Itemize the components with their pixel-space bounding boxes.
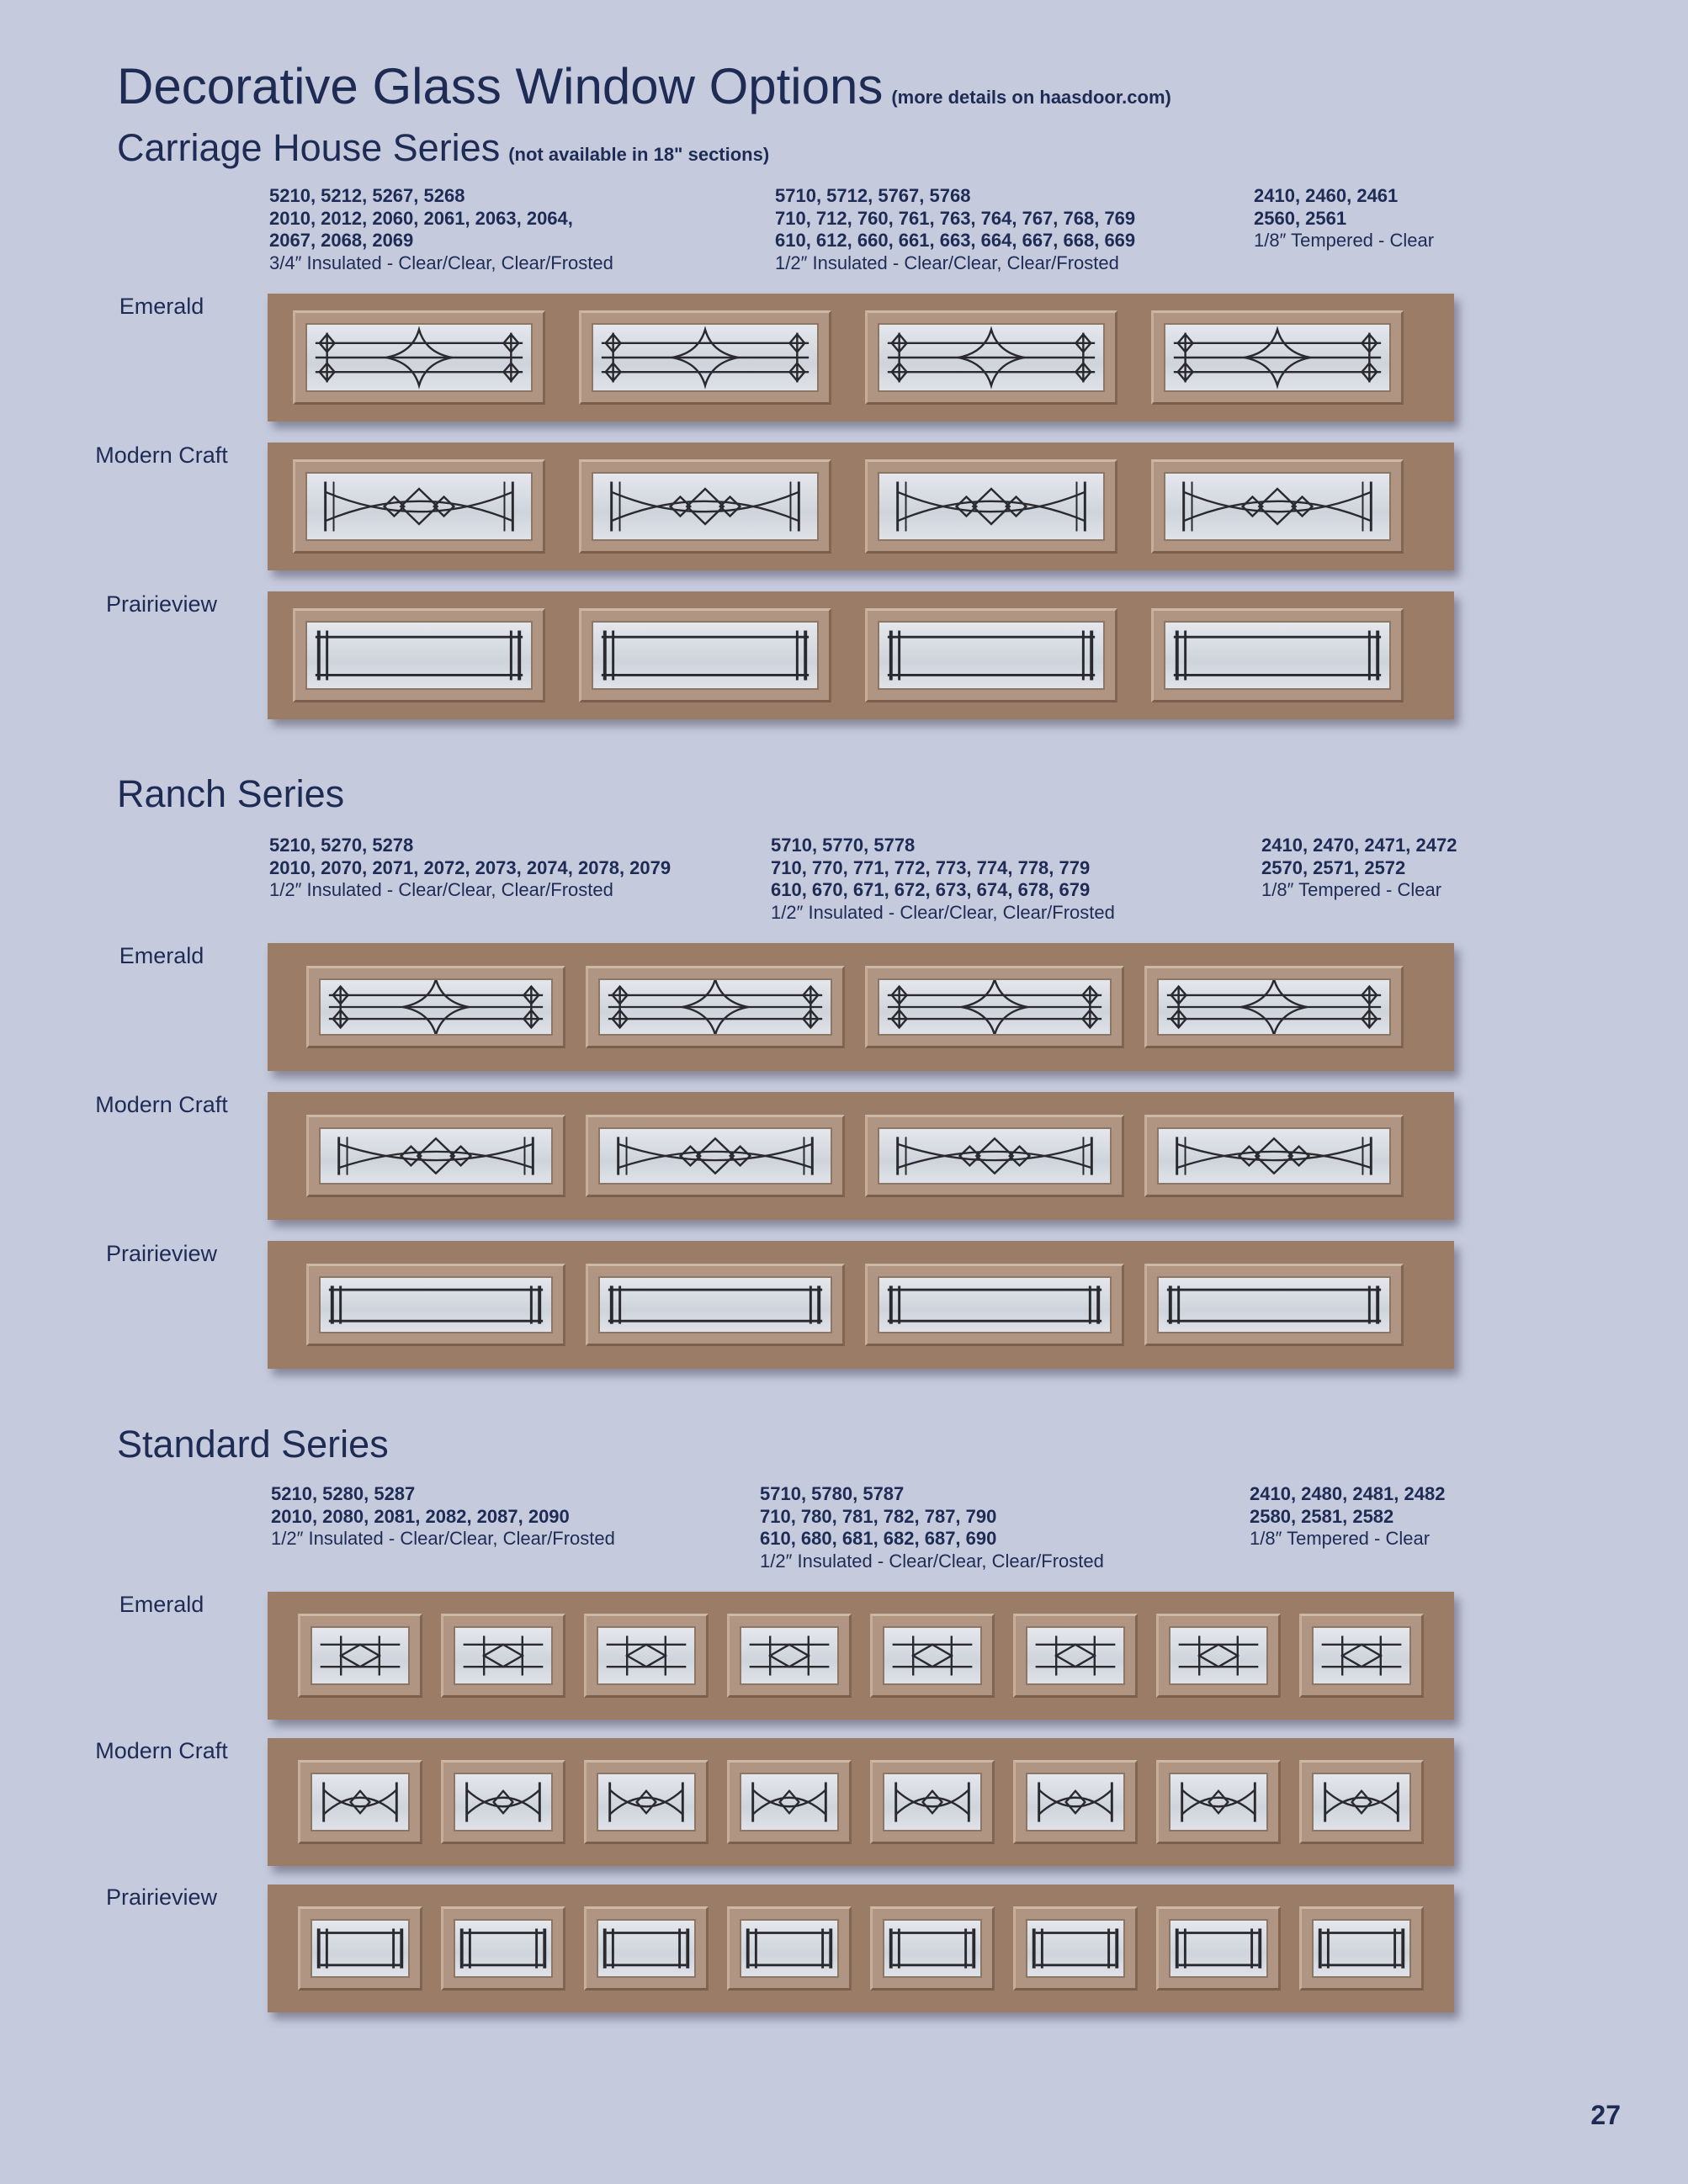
window-glass [878,621,1105,690]
window-glass [1026,1626,1125,1685]
moderncraft-grille-pattern [1170,1774,1266,1830]
window-glass [319,978,553,1036]
window-glass [454,1773,553,1831]
moderncraft-grille-pattern [598,1774,694,1830]
model-numbers: 5710, 5780, 5787 [760,1483,905,1504]
window-frame [584,1614,709,1698]
window-glass [597,1626,696,1685]
emerald-grille-pattern [879,980,1110,1034]
window-frame [306,1115,565,1197]
window-frame [1299,1906,1424,1991]
window-frame [1151,459,1404,554]
prairieview-grille-pattern [1165,623,1389,688]
window-glass [1169,1773,1268,1831]
moderncraft-grille-pattern [879,1129,1110,1183]
window-frame [441,1614,565,1698]
window-glass [1164,323,1391,392]
window-frame [1144,966,1404,1048]
moderncraft-grille-pattern [307,474,531,539]
window-glass [592,472,819,541]
window-frame [870,1614,995,1698]
window-frame [306,1264,565,1346]
emerald-grille-pattern [1314,1628,1409,1683]
window-frame [1156,1760,1281,1844]
door-panel-emerald [268,294,1454,421]
glass-spec: 1/8″ Tempered - Clear [1250,1528,1431,1549]
model-number-column [1261,835,1457,902]
model-number-column [760,1483,1104,1572]
window-frame [586,1264,845,1346]
window-frame [579,459,831,554]
window-style-label: Prairieview [105,591,218,617]
window-glass [878,472,1105,541]
prairieview-grille-pattern [879,623,1103,688]
model-number-column [1254,185,1434,252]
model-number-column [1250,1483,1445,1551]
window-frame [1156,1906,1281,1991]
prairieview-grille-pattern [1159,1278,1389,1332]
window-glass [592,621,819,690]
emerald-grille-pattern [598,1628,694,1683]
prairieview-grille-pattern [307,623,531,688]
window-frame [293,459,545,554]
window-glass [878,1276,1112,1333]
model-numbers: 2570, 2571, 2572 [1261,856,1406,878]
moderncraft-grille-pattern [884,1774,980,1830]
model-number-column [771,835,1115,924]
window-frame [441,1760,565,1844]
emerald-grille-pattern [1170,1628,1266,1683]
window-frame [306,966,565,1048]
prairieview-grille-pattern [598,1921,694,1976]
moderncraft-grille-pattern [455,1774,551,1830]
window-glass [1026,1773,1125,1831]
emerald-grille-pattern [879,325,1103,390]
model-numbers: 2010, 2080, 2081, 2082, 2087, 2090 [271,1505,570,1527]
glass-spec: 1/2″ Insulated - Clear/Clear, Clear/Frosted [771,901,1115,923]
model-numbers: 610, 612, 660, 661, 663, 664, 667, 668, 669 [775,230,1136,251]
model-numbers: 5210, 5270, 5278 [269,835,414,856]
glass-spec: 1/8″ Tempered - Clear [1254,230,1435,251]
window-glass [305,323,533,392]
window-frame [1013,1614,1138,1698]
page-title-text: Decorative Glass Window Options [117,58,884,114]
window-glass [592,323,819,392]
window-glass [1312,1919,1411,1978]
prairieview-grille-pattern [884,1921,980,1976]
model-numbers: 2410, 2480, 2481, 2482 [1250,1483,1446,1504]
prairieview-grille-pattern [455,1921,551,1976]
window-frame [865,966,1124,1048]
window-glass [883,1773,982,1831]
window-frame [865,310,1117,405]
window-style-label: Prairieview [105,1241,218,1266]
window-glass [1169,1626,1268,1685]
window-frame [865,608,1117,702]
window-glass [598,1276,832,1333]
emerald-grille-pattern [593,325,817,390]
model-numbers: 5210, 5212, 5267, 5268 [269,185,465,206]
emerald-grille-pattern [307,325,531,390]
window-glass [1164,621,1391,690]
window-style-label: Prairieview [105,1884,218,1910]
window-frame [298,1614,422,1698]
window-frame [293,608,545,702]
model-numbers: 2410, 2460, 2461 [1254,185,1399,206]
window-glass [311,1626,410,1685]
emerald-grille-pattern [741,1628,837,1683]
emerald-grille-pattern [1165,325,1389,390]
window-glass [740,1773,839,1831]
door-panel-moderncraft [268,1092,1454,1220]
window-frame [727,1614,852,1698]
window-frame [1144,1115,1404,1197]
window-frame [586,1115,845,1197]
moderncraft-grille-pattern [593,474,817,539]
door-panel-emerald [268,1592,1454,1720]
emerald-grille-pattern [455,1628,551,1683]
prairieview-grille-pattern [593,623,817,688]
model-numbers: 710, 770, 771, 772, 773, 774, 778, 779 [771,856,1091,878]
window-glass [1026,1919,1125,1978]
window-glass [740,1626,839,1685]
window-frame [298,1906,422,1991]
window-glass [883,1626,982,1685]
window-glass [319,1127,553,1185]
emerald-grille-pattern [312,1628,408,1683]
window-glass [319,1276,553,1333]
model-numbers: 610, 670, 671, 672, 673, 674, 678, 679 [771,879,1091,900]
window-glass [1157,978,1391,1036]
series-name: Carriage House Series [117,126,501,169]
prairieview-grille-pattern [1314,1921,1409,1976]
window-frame [298,1760,422,1844]
window-frame [727,1906,852,1991]
door-panel-moderncraft [268,443,1454,570]
window-glass [305,472,533,541]
model-number-column [271,1483,615,1551]
prairieview-grille-pattern [312,1921,408,1976]
window-glass [878,323,1105,392]
window-frame [584,1760,709,1844]
page-number: 27 [1590,2100,1621,2130]
window-glass [740,1919,839,1978]
window-style-label: Emerald [119,294,204,319]
series-heading [117,772,344,816]
model-number-column [775,185,1135,274]
window-frame [1151,608,1404,702]
window-frame [293,310,545,405]
model-numbers: 2010, 2012, 2060, 2061, 2063, 2064, [269,207,573,229]
window-glass [311,1919,410,1978]
window-glass [597,1773,696,1831]
prairieview-grille-pattern [600,1278,831,1332]
window-frame [865,1115,1124,1197]
prairieview-grille-pattern [1170,1921,1266,1976]
series-heading [117,126,769,170]
moderncraft-grille-pattern [741,1774,837,1830]
model-numbers: 2010, 2070, 2071, 2072, 2073, 2074, 2078, 2079 [269,856,671,878]
window-glass [1164,472,1391,541]
window-glass [1157,1276,1391,1333]
window-glass [878,978,1112,1036]
window-glass [878,1127,1112,1185]
prairieview-grille-pattern [741,1921,837,1976]
window-glass [311,1773,410,1831]
page-title-note: (more details on haasdoor.com) [891,87,1171,108]
window-frame [579,310,831,405]
model-number-column [269,185,613,274]
glass-spec: 1/8″ Tempered - Clear [1261,879,1442,900]
window-style-label: Emerald [119,1592,204,1617]
window-frame [870,1906,995,1991]
window-glass [454,1626,553,1685]
door-panel-emerald [268,943,1454,1071]
window-style-label: Modern Craft [95,1738,228,1763]
window-glass [1169,1919,1268,1978]
model-numbers: 2410, 2470, 2471, 2472 [1261,835,1457,856]
model-number-column [269,835,671,902]
window-frame [441,1906,565,1991]
moderncraft-grille-pattern [1159,1129,1389,1183]
model-numbers: 710, 780, 781, 782, 787, 790 [760,1505,997,1527]
window-glass [1312,1773,1411,1831]
model-numbers: 710, 712, 760, 761, 763, 764, 767, 768, 769 [775,207,1136,229]
prairieview-grille-pattern [321,1278,551,1332]
moderncraft-grille-pattern [1314,1774,1409,1830]
moderncraft-grille-pattern [1165,474,1389,539]
window-glass [1312,1626,1411,1685]
model-numbers: 2580, 2581, 2582 [1250,1505,1394,1527]
moderncraft-grille-pattern [879,474,1103,539]
window-style-label: Modern Craft [95,443,228,468]
glass-spec: 1/2″ Insulated - Clear/Clear, Clear/Frosted [760,1550,1104,1572]
model-numbers: 5710, 5712, 5767, 5768 [775,185,971,206]
window-glass [598,1127,832,1185]
model-numbers: 2560, 2561 [1254,207,1347,229]
model-numbers: 5710, 5770, 5778 [771,835,916,856]
window-glass [305,621,533,690]
series-note: (not available in 18" sections) [508,144,770,165]
window-frame [727,1760,852,1844]
window-frame [865,459,1117,554]
moderncraft-grille-pattern [600,1129,831,1183]
window-glass [1157,1127,1391,1185]
door-panel-prairieview [268,591,1454,719]
emerald-grille-pattern [600,980,831,1034]
moderncraft-grille-pattern [321,1129,551,1183]
window-frame [1299,1760,1424,1844]
series-name: Ranch Series [117,772,345,815]
glass-spec: 1/2″ Insulated - Clear/Clear, Clear/Frosted [271,1528,615,1549]
model-numbers: 2067, 2068, 2069 [269,230,414,251]
window-frame [586,966,845,1048]
model-numbers: 610, 680, 681, 682, 687, 690 [760,1528,997,1549]
window-frame [1013,1760,1138,1844]
glass-spec: 1/2″ Insulated - Clear/Clear, Clear/Frosted [269,879,613,900]
series-name: Standard Series [117,1423,389,1466]
door-panel-prairieview [268,1241,1454,1369]
window-frame [865,1264,1124,1346]
door-panel-moderncraft [268,1738,1454,1866]
moderncraft-grille-pattern [312,1774,408,1830]
window-frame [1144,1264,1404,1346]
window-style-label: Modern Craft [95,1092,228,1117]
window-frame [584,1906,709,1991]
emerald-grille-pattern [1159,980,1389,1034]
window-frame [870,1760,995,1844]
window-style-label: Emerald [119,943,204,968]
window-glass [597,1919,696,1978]
window-frame [1156,1614,1281,1698]
window-glass [454,1919,553,1978]
prairieview-grille-pattern [879,1278,1110,1332]
window-glass [883,1919,982,1978]
window-frame [579,608,831,702]
emerald-grille-pattern [884,1628,980,1683]
prairieview-grille-pattern [1027,1921,1123,1976]
glass-spec: 3/4″ Insulated - Clear/Clear, Clear/Frosted [269,252,613,273]
page-title [117,57,1171,115]
window-frame [1013,1906,1138,1991]
emerald-grille-pattern [1027,1628,1123,1683]
moderncraft-grille-pattern [1027,1774,1123,1830]
model-numbers: 5210, 5280, 5287 [271,1483,416,1504]
door-panel-prairieview [268,1884,1454,2012]
glass-spec: 1/2″ Insulated - Clear/Clear, Clear/Frosted [775,252,1119,273]
window-frame [1151,310,1404,405]
window-frame [1299,1614,1424,1698]
emerald-grille-pattern [321,980,551,1034]
window-glass [598,978,832,1036]
series-heading [117,1423,389,1466]
